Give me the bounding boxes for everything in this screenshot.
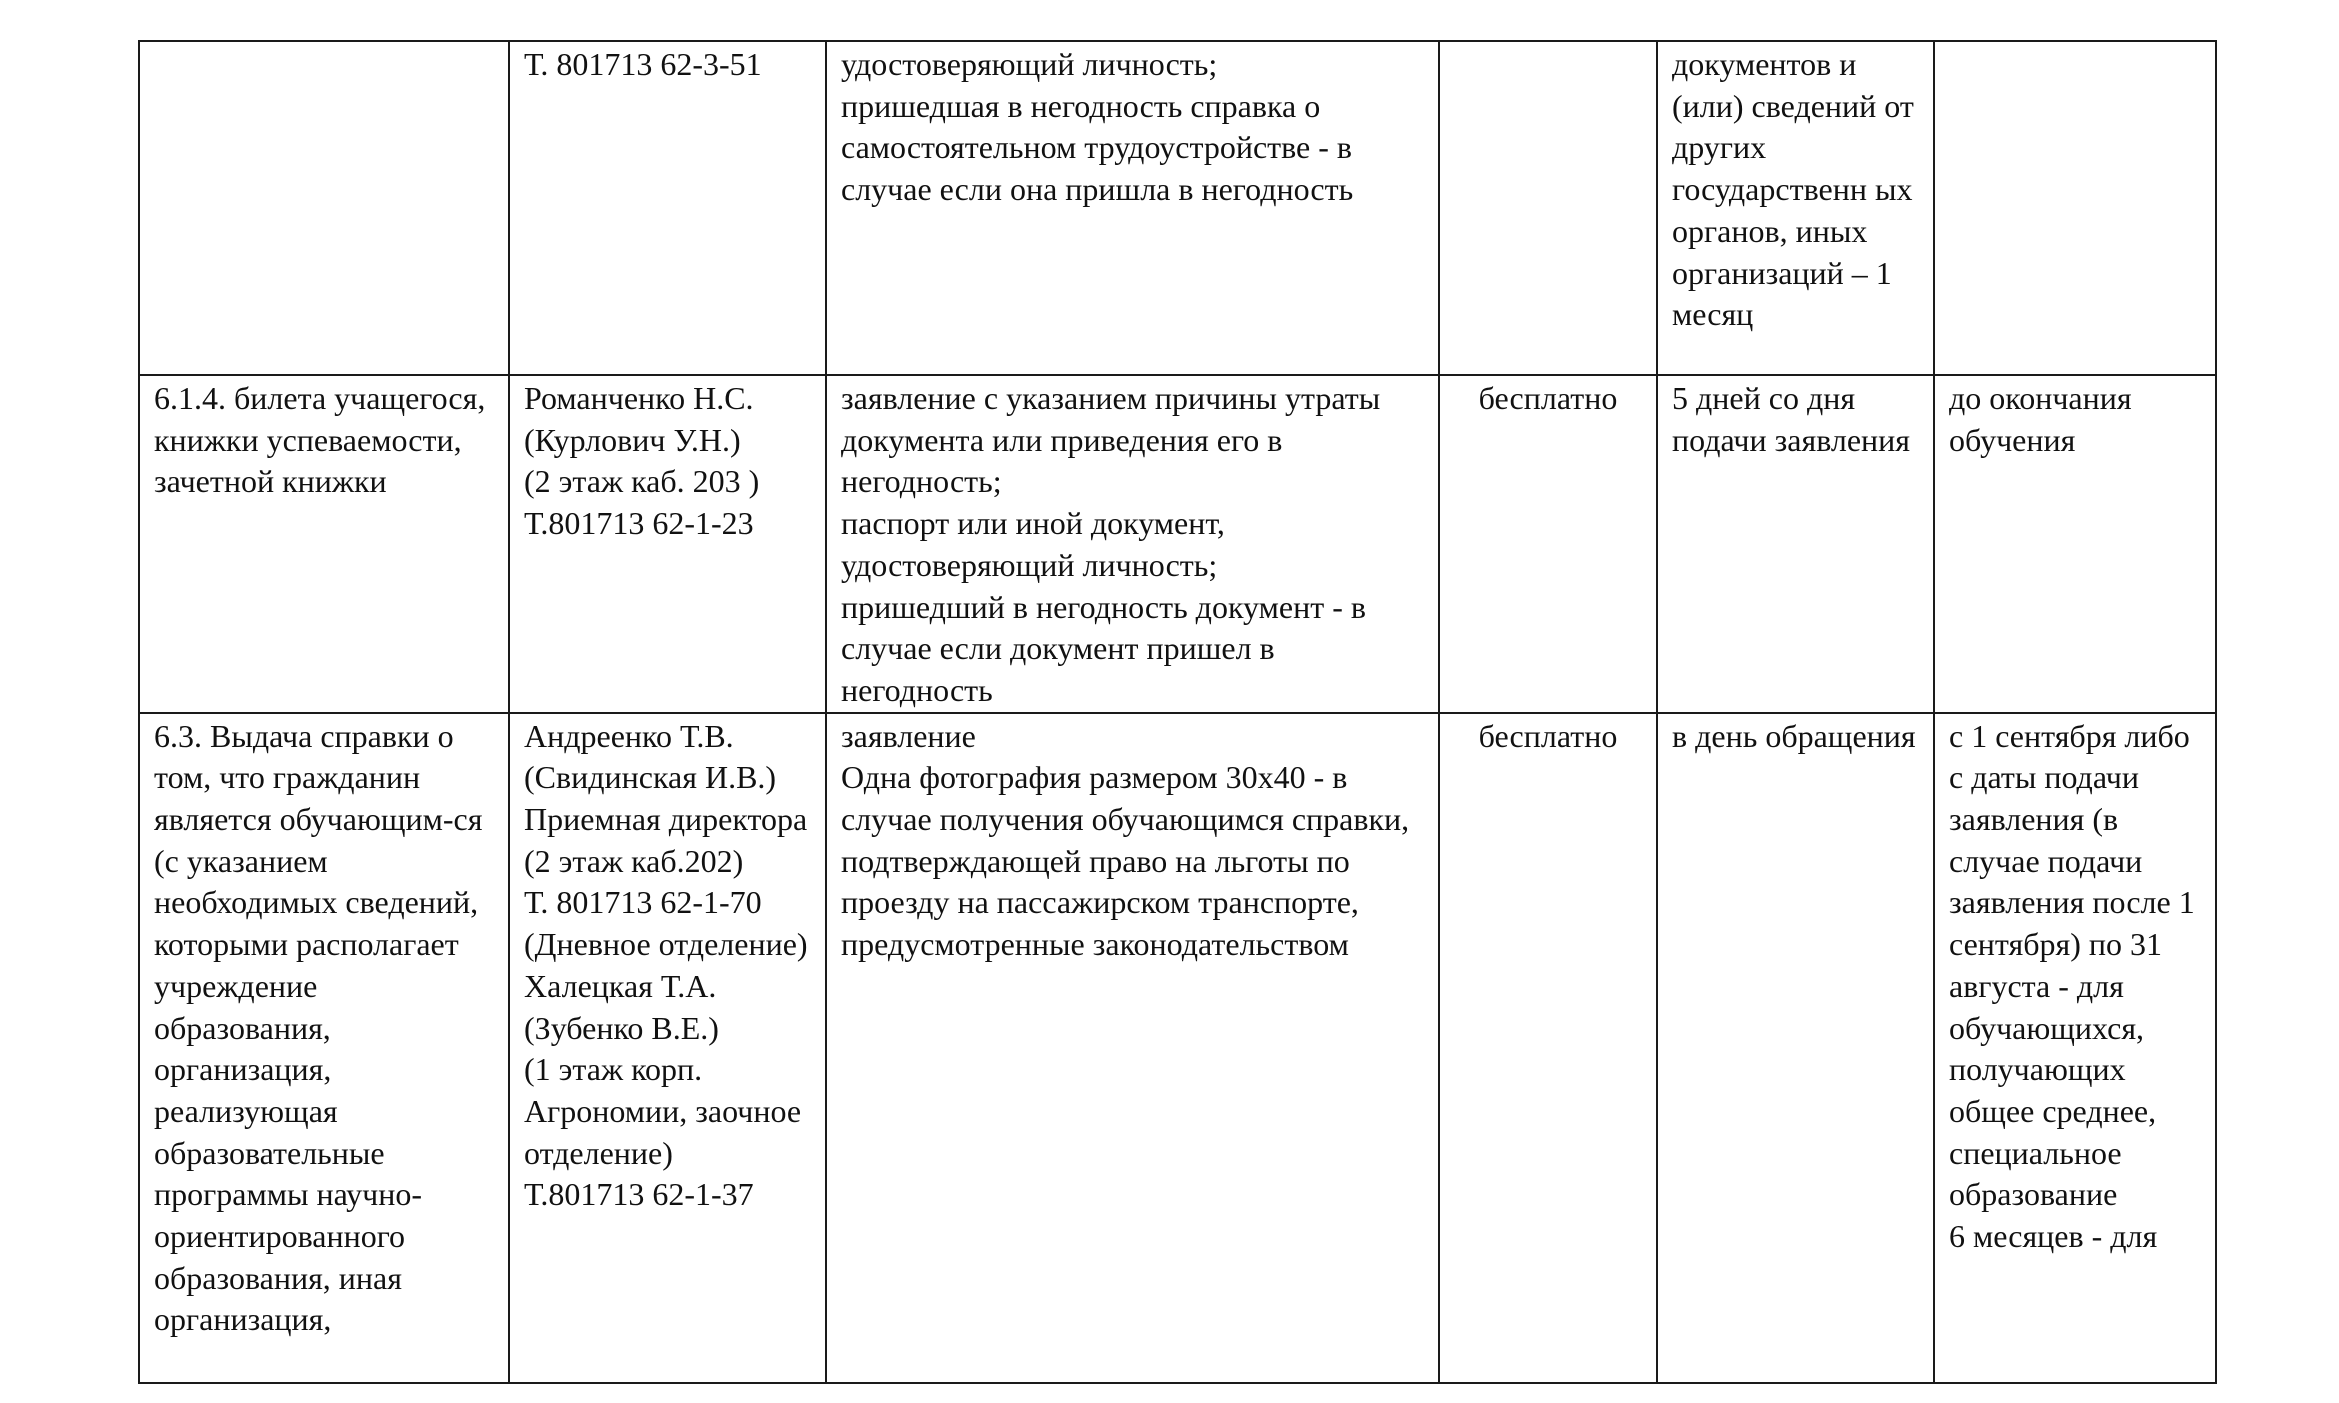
procedure-cell	[139, 375, 509, 713]
term-text: в день обращения	[1672, 717, 1916, 754]
validity-text: с 1 сентября либо с даты подачи заявления (в случае подачи заявления после 1 сентября) по 31 августа - для обучающихся, получающих общее среднее, специальное образование 6 месяцев - для	[1949, 717, 2195, 1255]
contact-text: Т. 801713 62-3-51	[524, 46, 762, 82]
documents-text: заявление с указанием причины утраты документа или приведения его в негодность; паспорт или иной документ, удостоверяющий личность; пришедший в негодность документ - в случае если документ пришел в негодность	[841, 380, 1381, 708]
validity-cell	[1934, 713, 2216, 1383]
validity-cell	[1934, 375, 2216, 713]
term-text: документов и (или) сведений от других государственн ых органов, иных организаций – 1 месяц	[1672, 46, 1914, 333]
term-cell	[1657, 713, 1934, 1383]
contact-cell	[509, 713, 826, 1383]
documents-text: удостоверяющий личность; пришедшая в негодность справка о самостоятельном трудоустройстве - в случае если она пришла в негодность	[841, 46, 1354, 208]
validity-cell	[1934, 41, 2216, 375]
contact-text: Андреенко Т.В. (Свидинская И.В.) Приемная директора (2 этаж каб.202) Т. 801713 62-1-70 (Дневное отделение) Халецкая Т.А. (Зубенко В.Е.) (1 этаж корп. Агрономии, заочное отделение) Т.801713 62-1-37	[524, 717, 808, 1213]
contact-cell	[509, 375, 826, 713]
contact-cell	[509, 41, 826, 375]
fee-text: бесплатно	[1478, 380, 1618, 416]
procedures-table	[138, 40, 2217, 1384]
procedure-text: 6.1.4. билета учащегося, книжки успеваемости, зачетной книжки	[154, 380, 486, 500]
table-row	[139, 713, 2216, 1383]
term-cell	[1657, 375, 1934, 713]
documents-text: заявление Одна фотография размером 30х40 - в случае получения обучающимся справки, подтверждающей право на льготы по проезду на пассажирском транспорте, предусмотренные законодательством	[841, 717, 1410, 963]
contact-text: Романченко Н.С. (Курлович У.Н.) (2 этаж каб. 203 ) Т.801713 62-1-23	[524, 380, 760, 542]
validity-text: до окончания обучения	[1949, 380, 2132, 458]
procedure-cell	[139, 713, 509, 1383]
documents-cell	[826, 375, 1439, 713]
term-text: 5 дней со дня подачи заявления	[1672, 380, 1911, 458]
fee-cell	[1439, 375, 1657, 713]
table-row	[139, 41, 2216, 375]
fee-cell	[1439, 713, 1657, 1383]
table-row	[139, 375, 2216, 713]
term-cell	[1657, 41, 1934, 375]
documents-cell	[826, 713, 1439, 1383]
procedure-text: 6.3. Выдача справки о том, что гражданин является обучающим-ся (с указанием необходимых сведений, которыми располагает учреждение образования, организация, реализующая образовательные программы научно-ориентированного образования, иная организация,	[154, 717, 483, 1338]
documents-cell	[826, 41, 1439, 375]
fee-text: бесплатно	[1478, 717, 1618, 754]
fee-cell	[1439, 41, 1657, 375]
procedure-cell	[139, 41, 509, 375]
